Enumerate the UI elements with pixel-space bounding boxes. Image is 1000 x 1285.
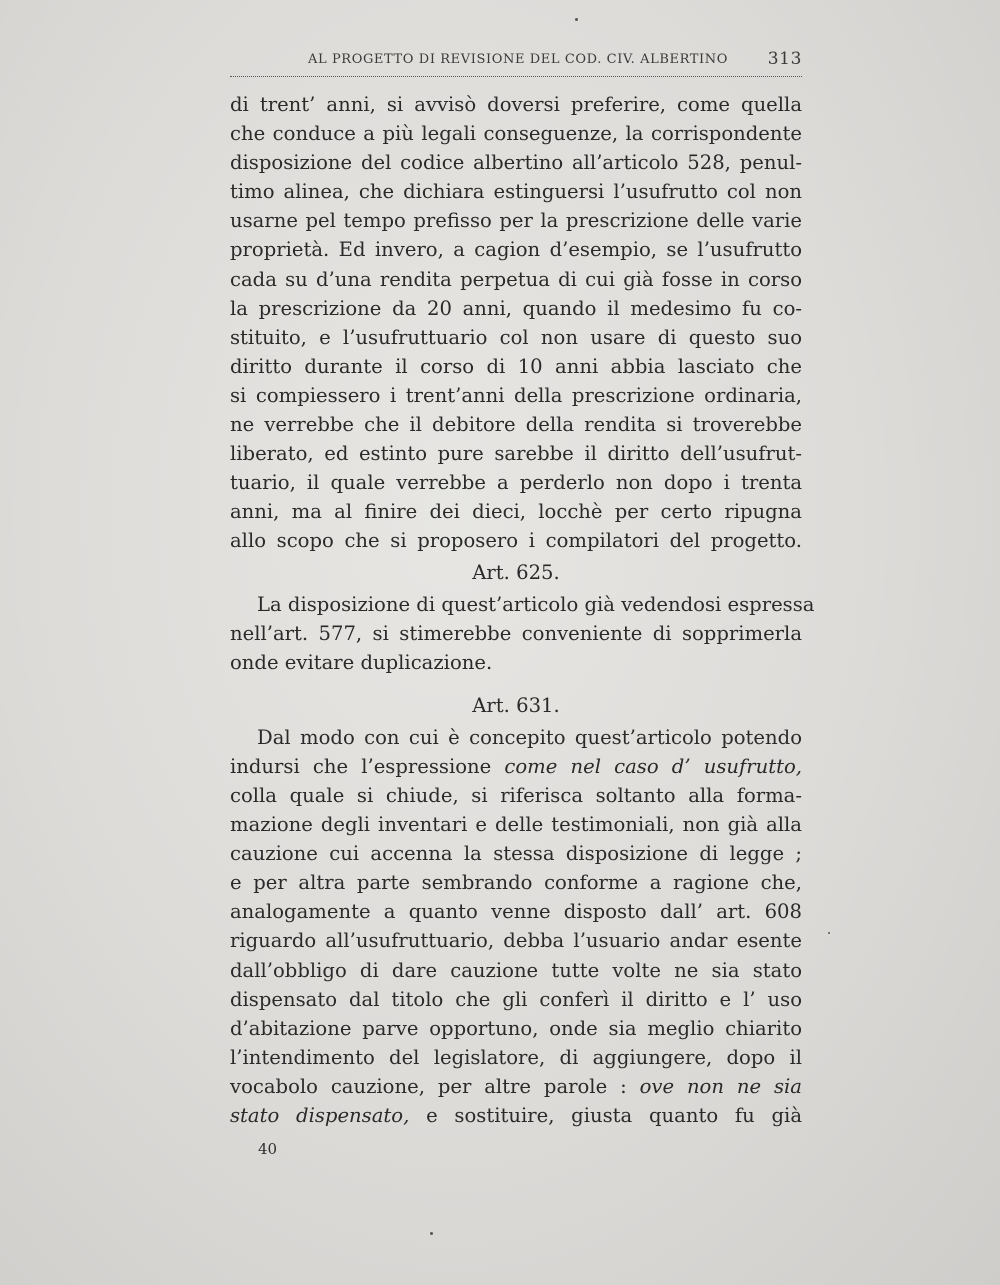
italic-phrase: ove non ne sia [639,1074,802,1098]
text-line: cada su d’una rendita perpetua di cui già fosse in corso [230,267,802,291]
article-heading: Art. 631. [472,693,560,717]
text-line: anni, ma al finire dei dieci, locchè per certo ripugna [230,500,802,524]
italic-phrase: come nel caso d’ usufrutto, [504,754,802,778]
ink-speck [828,932,830,934]
text-line: disposizione del codice albertino all’articolo 528, penul- [230,151,802,175]
ink-speck [430,1232,433,1235]
text-line: diritto durante il corso di 10 anni abbia lasciato che [230,354,802,378]
ink-speck [575,18,578,21]
text-body [230,90,815,1130]
text-line: mazione degli inventari e delle testimoniali, non già alla [230,813,802,837]
text-line: liberato, ed estinto pure sarebbe il diritto dell’usufrut- [230,442,802,466]
text-line: l’intendimento del legislatore, di aggiungere, dopo il [230,1045,802,1069]
text-line: cauzione cui accenna la stessa disposizione di legge ; [230,842,802,866]
text-line: e per altra parte sembrando conforme a ragione che, [230,871,802,895]
text-line: si compiessero i trent’anni della prescrizione ordinaria, [230,383,802,407]
page-number: 313 [767,49,802,69]
text-line: dispensato dal titolo che gli conferì il diritto e l’ uso [230,987,802,1011]
article-heading: Art. 625. [472,560,560,584]
text-line: timo alinea, che dichiara estinguersi l’usufrutto col non [230,180,802,204]
text-line: stituito, e l’usufruttuario col non usare di questo suo [230,325,802,349]
text-line: che conduce a più legali conseguenze, la corrispondente [230,122,802,146]
text-line: tuario, il quale verrebbe a perderlo non dopo i trenta [230,471,802,495]
text-line: onde evitare duplicazione. [230,650,493,674]
text-line: colla quale si chiude, si riferisca soltanto alla forma- [230,783,802,807]
text-line: usarne pel tempo prefisso per la prescrizione delle varie [230,209,802,233]
running-title: AL PROGETTO DI REVISIONE DEL COD. CIV. ALBERTINO [308,52,729,67]
text-line [230,1101,802,1130]
text-line: d’abitazione parve opportuno, onde sia meglio chiarito [230,1016,802,1040]
text-line: nell’art. 577, si stimerebbe conveniente di sopprimerla [230,621,802,645]
text-run: vocabolo cauzione, per altre parole : [230,1074,640,1098]
text-line: La disposizione di quest’articolo già vedendosi espressa [257,592,815,616]
text-line: allo scopo che si proposero i compilatori del progetto. [230,529,802,553]
italic-phrase: stato dispensato, [230,1104,410,1127]
text-line: riguardo all’usufruttuario, debba l’usuario andar esente [230,929,802,953]
text-line: analogamente a quanto venne disposto dall’ art. 608 [230,900,802,924]
text-line: ne verrebbe che il debitore della rendita si troverebbe [230,413,802,437]
signature-mark: 40 [258,1140,278,1158]
text-line: proprietà. Ed invero, a cagion d’esempio, se l’usufrutto [230,238,802,262]
text-line: Dal modo con cui è concepito quest’articolo potendo [257,725,802,749]
header-rule [230,76,802,77]
text-line [230,752,802,781]
text-run: indursi che l’espressione [230,754,505,778]
text-line: la prescrizione da 20 anni, quando il medesimo fu co- [230,296,802,320]
text-line: di trent’ anni, si avvisò doversi preferire, come quella [230,93,802,116]
text-line [230,1072,802,1101]
text-run: e sostituire, giusta quanto fu già [409,1104,802,1127]
text-line: dall’obbligo di dare cauzione tutte volte ne sia stato [230,958,802,982]
